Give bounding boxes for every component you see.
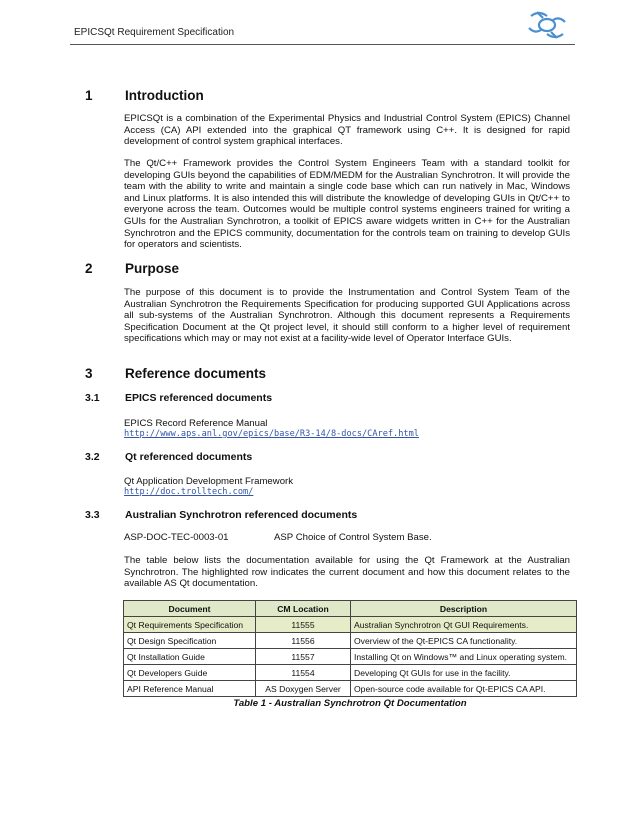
table-row bbox=[124, 665, 577, 681]
as-paragraph: The table below lists the documentation available for using the Qt Framework at the Australian Synchrotron. The highlighted row indicates the current document and how this document relates to the available AS Qt documentation. bbox=[124, 555, 570, 590]
table-cell: Installing Qt on Windows™ and Linux operating system. bbox=[351, 649, 577, 665]
qt-doc-link[interactable]: http://doc.trolltech.com/ bbox=[124, 487, 254, 497]
section-number: 1 bbox=[85, 88, 93, 103]
page-header bbox=[70, 22, 575, 45]
subsection-number: 3.1 bbox=[85, 392, 100, 404]
table-cell: Qt Requirements Specification bbox=[124, 617, 256, 633]
reference-code: ASP-DOC-TEC-0003-01 bbox=[124, 532, 229, 543]
subsection-number: 3.2 bbox=[85, 451, 100, 463]
intro-paragraph-1: EPICSQt is a combination of the Experimental Physics and Industrial Control System (EPICS) Channel Access (CA) API extended into the graphical QT framework using C++. It is designed for rapid development of control system graphical interfaces. bbox=[124, 113, 570, 148]
purpose-paragraph: The purpose of this document is to provide the Instrumentation and Control System Team of the Australian Synchrotron the Requirements Specification for producing supported GUI Applications across all sub-systems of the Australian Synchrotron. Although this document represents a Requirements Specification Document at the Qt project level, it should still conform to a higher level of requirement specifications which may or may not exist at a facility-wide level of Operator Interface GUIs. bbox=[124, 287, 570, 345]
table-header-row bbox=[124, 601, 577, 617]
subsection-title: EPICS referenced documents bbox=[125, 392, 273, 404]
table-header-cell: CM Location bbox=[256, 601, 351, 617]
intro-paragraph-2: The Qt/C++ Framework provides the Control System Engineers Team with a standard toolkit for developing GUIs beyond the capabilities of EDM/MEDM for the Australian Synchrotron. It will provide the team with the ability to write and maintain a single code base which can run natively in Mac, Windows and Linux platforms. It is also intended this will distribute the knowledge of developing GUIs in Qt/C++ to everyone across the team. Outcomes would be multiple control systems engineers trained for writing a GUIs for the Australian Synchrotron, a toolkit of EPICS aware widgets written in C++ for the Australian Synchrotron and the EPICS community, documentation for the controls team on training to develop GUIs for operators and scientists. bbox=[124, 158, 570, 251]
section-title: Introduction bbox=[125, 88, 204, 103]
subsection-title: Qt referenced documents bbox=[125, 451, 253, 463]
subsection-title: Australian Synchrotron referenced documents bbox=[125, 509, 358, 521]
table-cell: AS Doxygen Server bbox=[256, 681, 351, 697]
table-row bbox=[124, 649, 577, 665]
synchrotron-logo-icon bbox=[525, 8, 569, 42]
table-cell: Overview of the Qt-EPICS CA functionality. bbox=[351, 633, 577, 649]
table-cell: 11555 bbox=[256, 617, 351, 633]
table-cell: Open-source code available for Qt-EPICS CA API. bbox=[351, 681, 577, 697]
table-cell: 11557 bbox=[256, 649, 351, 665]
table-cell: 11556 bbox=[256, 633, 351, 649]
table-row bbox=[124, 681, 577, 697]
table-caption: Table 1 - Australian Synchrotron Qt Documentation bbox=[233, 698, 467, 709]
table-row-highlighted bbox=[124, 617, 577, 633]
section-title: Reference documents bbox=[125, 366, 267, 381]
epics-doc-link[interactable]: http://www.aps.anl.gov/epics/base/R3-14/8-docs/CAref.html bbox=[124, 429, 419, 439]
table-cell: Qt Developers Guide bbox=[124, 665, 256, 681]
table-cell: Qt Design Specification bbox=[124, 633, 256, 649]
table-cell: Developing Qt GUIs for use in the facility. bbox=[351, 665, 577, 681]
section-title: Purpose bbox=[125, 261, 180, 276]
table-cell: 11554 bbox=[256, 665, 351, 681]
table-header-cell: Description bbox=[351, 601, 577, 617]
subsection-number: 3.3 bbox=[85, 509, 100, 521]
table-cell: API Reference Manual bbox=[124, 681, 256, 697]
table-cell: Australian Synchrotron Qt GUI Requirements. bbox=[351, 617, 577, 633]
table-header-cell: Document bbox=[124, 601, 256, 617]
qt-doc-title: Qt Application Development Framework bbox=[124, 476, 294, 487]
section-number: 3 bbox=[85, 366, 93, 381]
documentation-table bbox=[123, 600, 577, 697]
table-cell: Qt Installation Guide bbox=[124, 649, 256, 665]
reference-description: ASP Choice of Control System Base. bbox=[274, 532, 432, 543]
header-title: EPICSQt Requirement Specification bbox=[74, 27, 235, 38]
section-number: 2 bbox=[85, 261, 93, 276]
table-row bbox=[124, 633, 577, 649]
epics-doc-title: EPICS Record Reference Manual bbox=[124, 418, 268, 429]
